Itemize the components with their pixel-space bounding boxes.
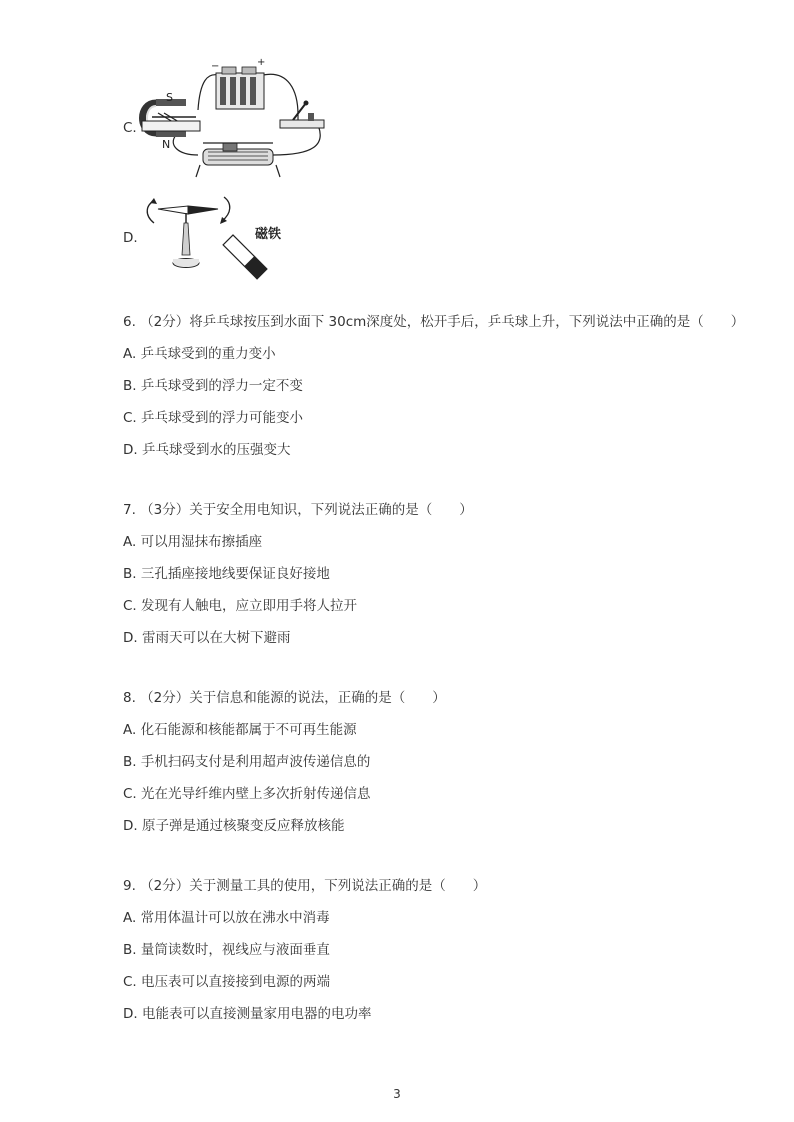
compass-needle-icon [158,206,218,268]
question-8-option-d: D. 原子弹是通过核聚变反应释放核能 [123,818,345,834]
battery-icon [216,67,264,109]
question-6-option-b: B. 乒乓球受到的浮力一定不变 [123,378,303,394]
circuit-figure [138,55,338,185]
question-7-option-b: B. 三孔插座接地线要保证良好接地 [123,566,330,582]
magnet-label: 磁铁 [255,227,282,242]
rotation-arrow-right-icon [222,197,230,221]
question-7-stem: 7. （3分）关于安全用电知识，下列说法正确的是（ ） [123,502,473,518]
question-8-option-a: A. 化石能源和核能都属于不可再生能源 [123,722,357,738]
pole-s-label: S [166,91,173,104]
question-9-stem: 9. （2分）关于测量工具的使用，下列说法正确的是（ ） [123,878,487,894]
question-7-option-c: C. 发现有人触电，应立即用手将人拉开 [123,598,358,614]
pole-n-label: N [162,138,171,151]
compass-figure [138,193,298,283]
horseshoe-magnet-icon [142,99,200,137]
question-7-option-d: D. 雷雨天可以在大树下避雨 [123,630,291,646]
battery-minus-label: − [211,61,220,72]
knife-switch-icon [280,101,324,129]
page-number: 3 [393,1087,401,1101]
option-c-label: C. [123,120,137,136]
question-6-option-c: C. 乒乓球受到的浮力可能变小 [123,410,304,426]
question-8-stem: 8. （2分）关于信息和能源的说法，正确的是（ ） [123,690,446,706]
rotation-arrow-left-icon [147,201,154,223]
option-d-label: D. [123,230,138,246]
battery-plus-label: + [257,57,266,68]
question-9-option-d: D. 电能表可以直接测量家用电器的电功率 [123,1006,372,1022]
rheostat-icon [196,143,280,177]
question-6-option-d: D. 乒乓球受到水的压强变大 [123,442,291,458]
question-8-option-c: C. 光在光导纤维内壁上多次折射传递信息 [123,786,371,802]
question-6-stem: 6. （2分）将乒乓球按压到水面下 30cm深度处，松开手后，乒乓球上升，下列说法中正确的是（ ） [123,314,745,330]
question-9-option-b: B. 量筒读数时，视线应与液面垂直 [123,942,330,958]
question-7-option-a: A. 可以用湿抹布擦插座 [123,534,263,550]
question-6-option-a: A. 乒乓球受到的重力变小 [123,346,276,362]
question-9-option-c: C. 电压表可以直接接到电源的两端 [123,974,331,990]
question-9-option-a: A. 常用体温计可以放在沸水中消毒 [123,910,330,926]
question-8-option-b: B. 手机扫码支付是利用超声波传递信息的 [123,754,371,770]
